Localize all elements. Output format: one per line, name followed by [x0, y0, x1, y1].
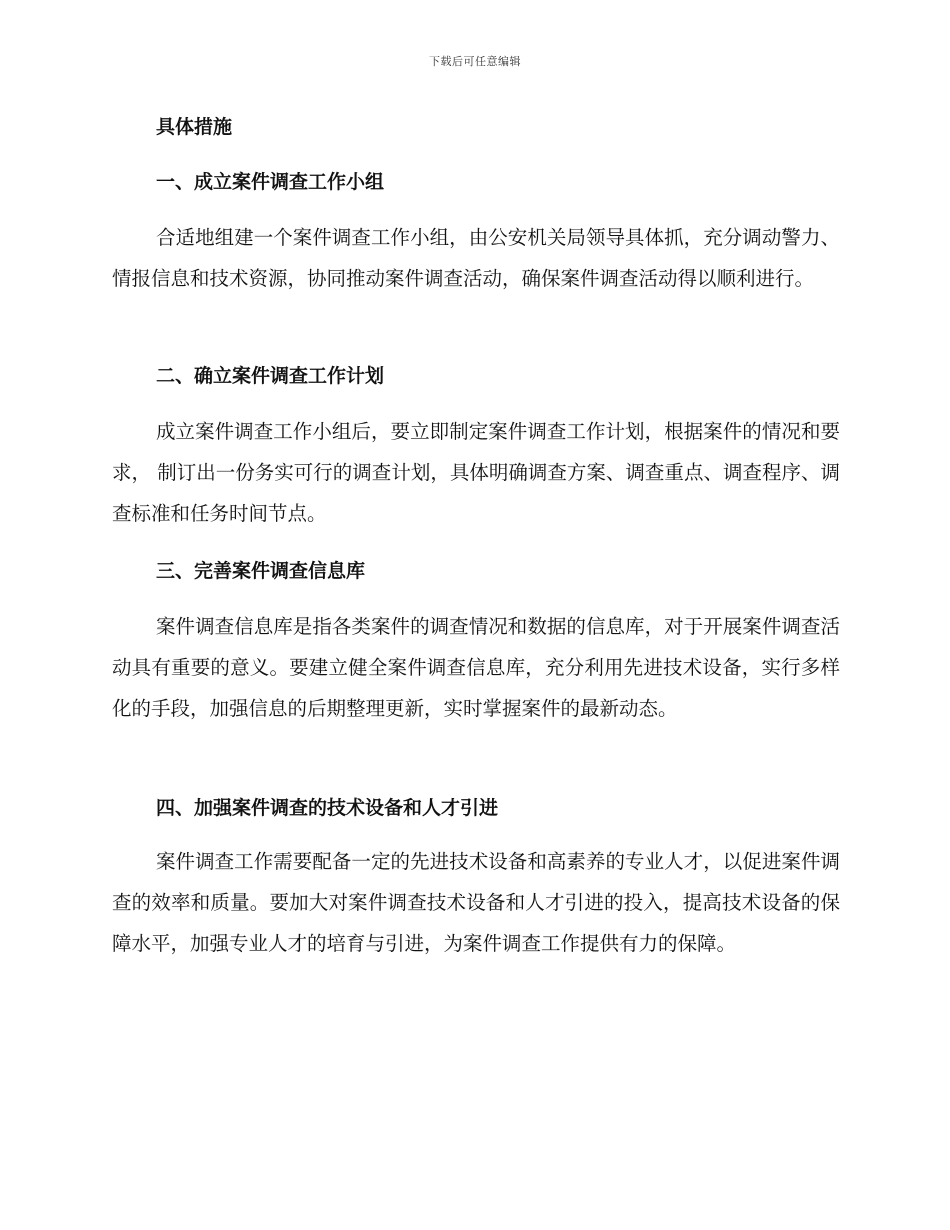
section-heading-4: 四、加强案件调查的技术设备和人才引进: [156, 797, 499, 819]
section-heading-1: 一、成立案件调查工作小组: [156, 171, 385, 193]
document-title: 具体措施: [156, 116, 233, 138]
page-header: 下载后可任意编辑: [429, 55, 521, 68]
section-paragraph-3: 案件调查信息库是指各类案件的调查情况和数据的信息库，对于开展案件调查活动具有重要的意义。要建立健全案件调查信息库，充分利用先进技术设备，实行多样化的手段，加强信息的后期整理更新，实时掌握案件的最新动态。: [112, 615, 840, 720]
section-heading-3: 三、完善案件调查信息库: [156, 560, 366, 582]
section-paragraph-1: 合适地组建一个案件调查工作小组，由公安机关局领导具体抓，充分调动警力、情报信息和技术资源，协同推动案件调查活动，确保案件调查活动得以顺利进行。: [112, 226, 840, 290]
section-paragraph-4: 案件调查工作需要配备一定的先进技术设备和高素养的专业人才，以促进案件调查的效率和质量。要加大对案件调查技术设备和人才引进的投入，提高技术设备的保障水平，加强专业人才的培育与引进，为案件调查工作提供有力的保障。: [112, 850, 840, 955]
section-paragraph-2: 成立案件调查工作小组后，要立即制定案件调查工作计划，根据案件的情况和要求， 制订出一份务实可行的调查计划，具体明确调查方案、调查重点、调查程序、调查标准和任务时间节点。: [112, 420, 840, 525]
section-heading-2: 二、确立案件调查工作计划: [156, 365, 385, 387]
